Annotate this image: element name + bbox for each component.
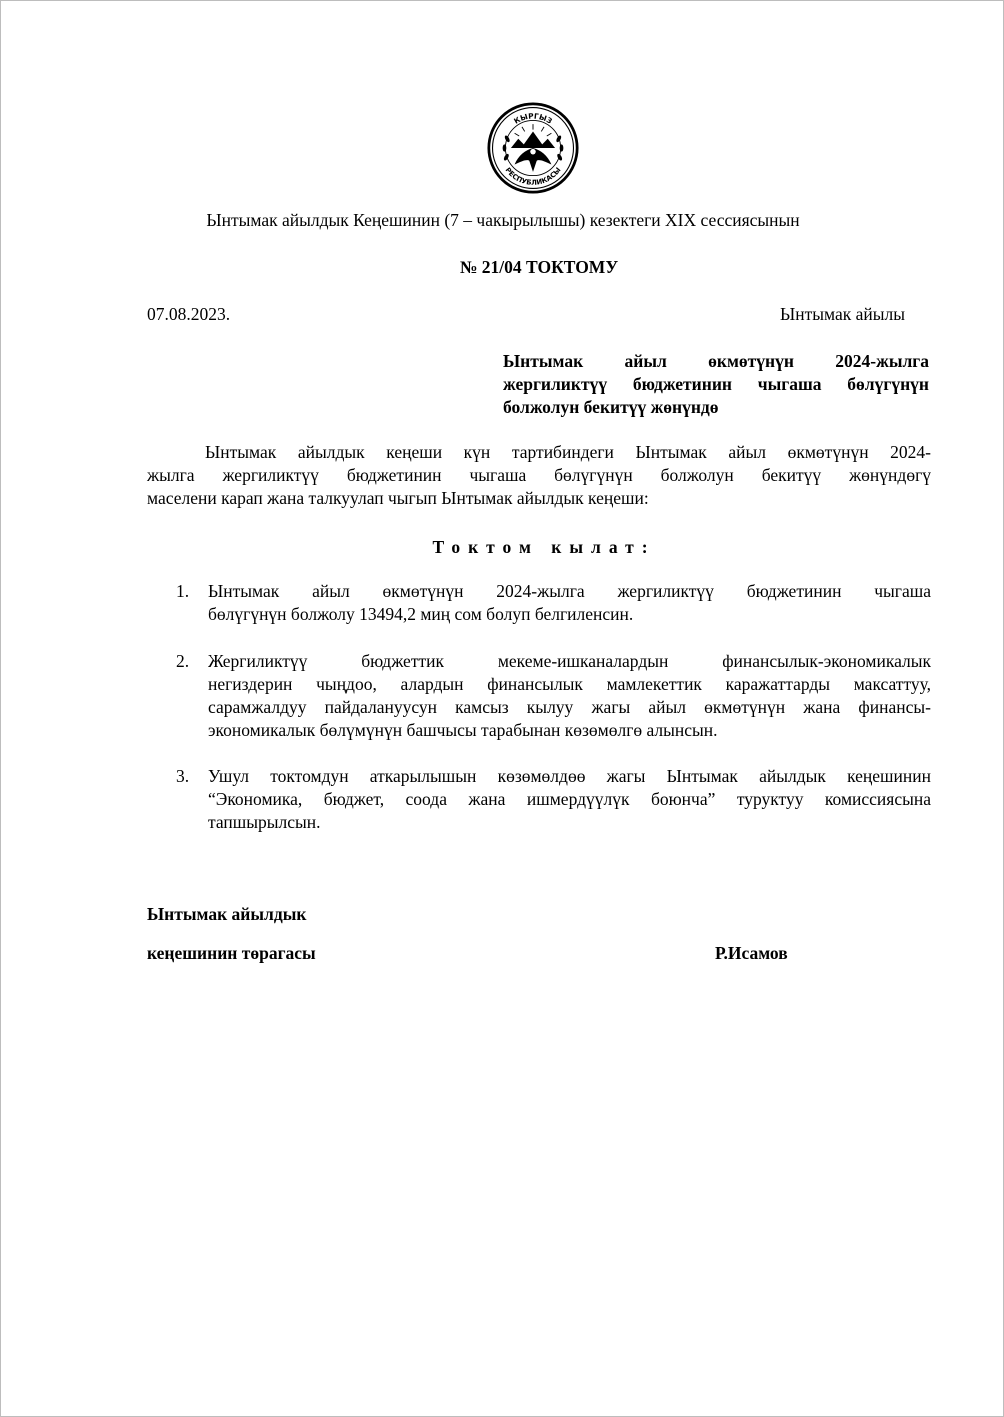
resolve-heading: Токтом кылат:: [432, 537, 656, 557]
item-line: негиздерин чыңдоо, алардын финансылык мамлекеттик каражаттарды максаттуу,: [208, 674, 931, 694]
item-line: бөлүгүнүн болжолу 13494,2 миң сом болуп белгиленсин.: [208, 604, 634, 624]
item-number: 2.: [176, 651, 190, 671]
item-line: экономикалык бөлүмүнүн башчысы тарабынан көзөмөлгө алынсын.: [208, 720, 718, 740]
svg-text:КЫРГЫЗ: [512, 111, 554, 125]
preamble-line: жылга жергиликтүү бюджетинин чыгаша бөлүгүнүн болжолун бекитүү жөнүндөгү: [147, 465, 931, 485]
item-line: сарамжалдуу пайдалануусун камсыз кылуу жагы айыл өкмөтүнүн жана финансы-: [208, 697, 931, 717]
signatory-title-line2: кеңешинин төрагасы: [147, 943, 316, 963]
subject-line: болжолун бекитүү жөнүндө: [503, 397, 719, 417]
item-line: Ынтымак айыл өкмөтүнүн 2024-жылга жергиликтүү бюджетинин чыгаша: [208, 581, 931, 601]
preamble-paragraph: [147, 441, 931, 510]
item-text: [208, 580, 931, 626]
item-number: 3.: [176, 766, 190, 786]
preamble-line: маселени карап жана талкуулап чыгып Ынтымак айылдык кеңеши:: [147, 488, 649, 508]
item-number: 1.: [176, 581, 190, 601]
signatory-title-line1: Ынтымак айылдык: [147, 904, 307, 924]
subject-line: жергиликтүү бюджетинин чыгаша бөлүгүнүн: [503, 374, 929, 394]
signatory-name: Р.Исамов: [715, 943, 788, 963]
emblem-top-text: КЫРГЫЗ: [512, 111, 554, 126]
item-line: “Экономика, бюджет, соода жана ишмердүүлүк боюнча” туруктуу комиссиясына: [208, 789, 931, 809]
emblem-bottom-text: РЕСПУБЛИКАСЫ: [503, 165, 563, 187]
item-line: Ушул токтомдун аткарылышын көзөмөлдөө жагы Ынтымак айылдык кеңешинин: [208, 766, 931, 786]
council-header: Ынтымак айылдык Кеңешинин (7 – чакырылышы) кезектеги XIX сессиясынын: [206, 210, 800, 230]
document-date: 07.08.2023.: [147, 304, 231, 324]
document-place: Ынтымак айылы: [780, 304, 906, 324]
decree-subject: [503, 350, 929, 419]
item-line: Жергиликтүү бюджеттик мекеме-ишканалардын финансылык-экономикалык: [208, 651, 931, 671]
item-line: тапшырылсын.: [208, 812, 321, 832]
subject-line: Ынтымак айыл өкмөтүнүн 2024-жылга: [503, 351, 929, 371]
kyrgyz-emblem-icon: [487, 102, 579, 194]
item-text: [208, 765, 931, 834]
item-text: [208, 650, 931, 742]
decree-title: № 21/04 ТОКТОМУ: [459, 257, 619, 277]
preamble-line: Ынтымак айылдык кеңеши күн тартибиндеги Ынтымак айыл өкмөтүнүн 2024-: [205, 442, 931, 462]
